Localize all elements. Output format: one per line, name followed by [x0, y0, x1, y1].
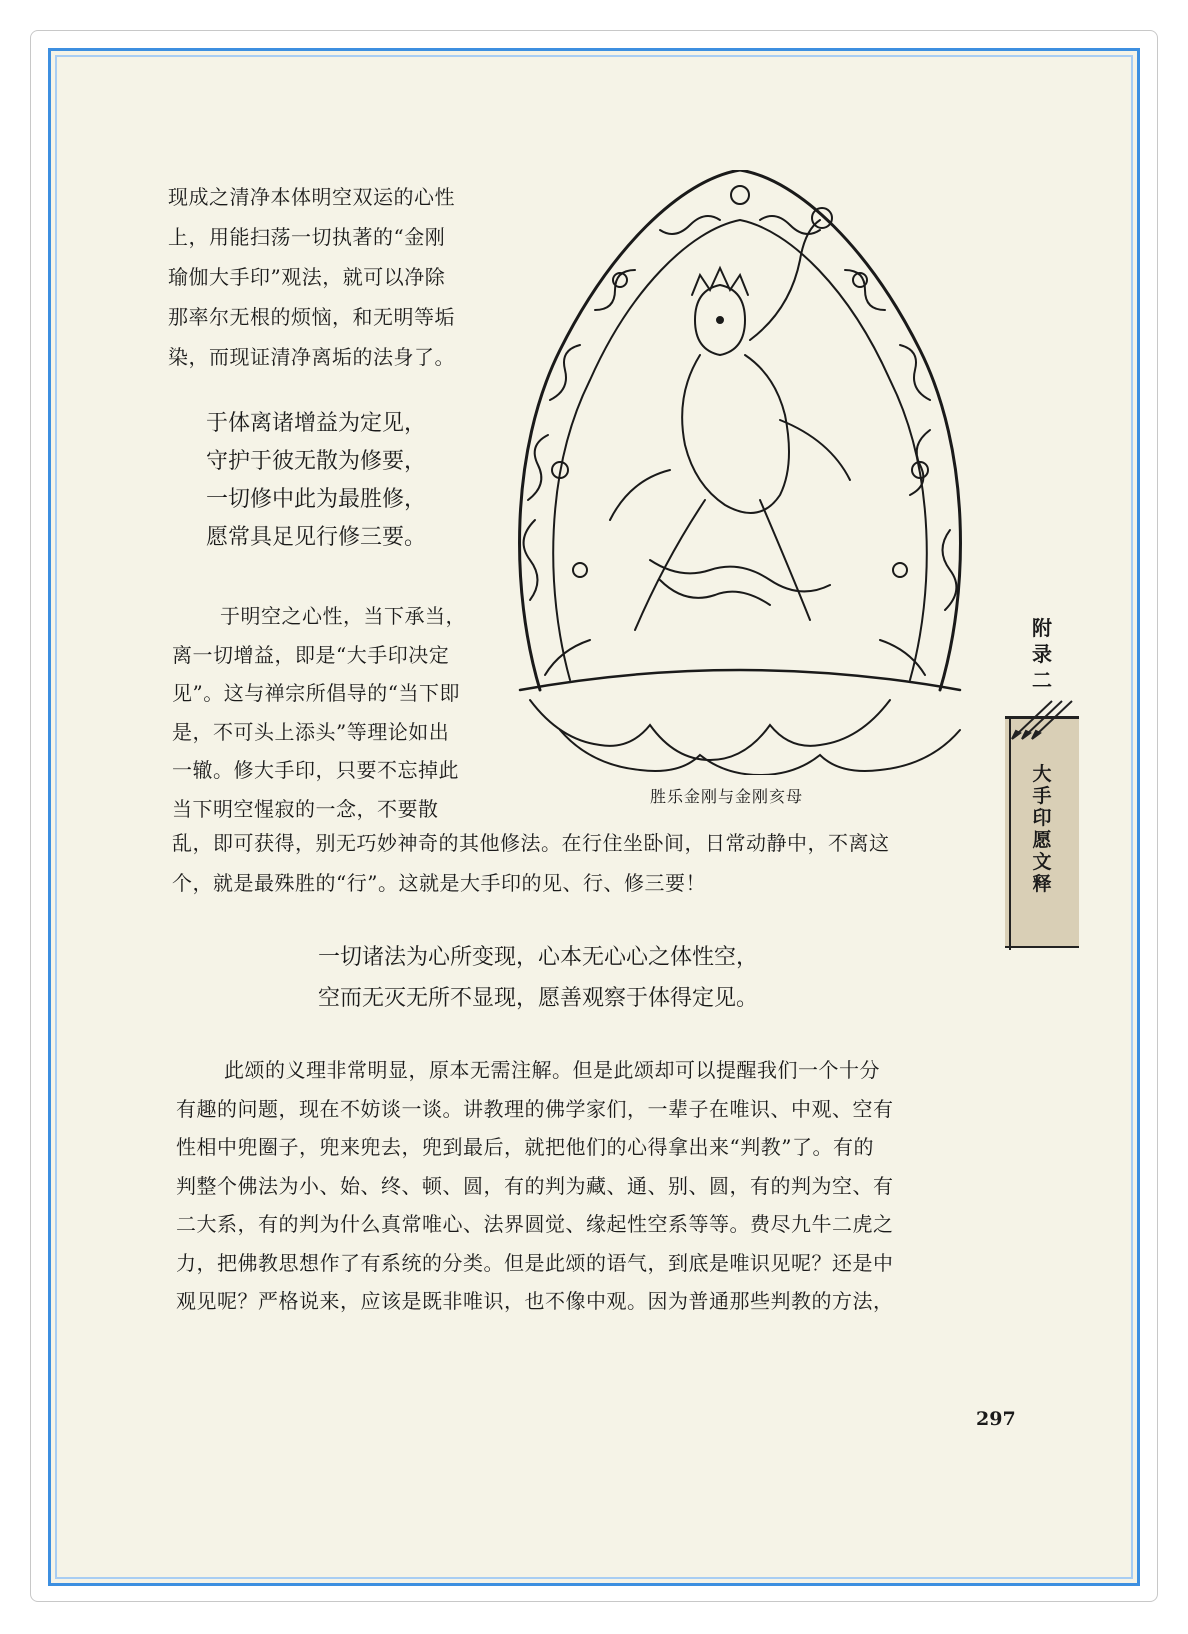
text-line: 现成之清净本体明空双运的心性: [168, 185, 455, 209]
section-label-char: 释: [1032, 873, 1052, 895]
section-tab: [1005, 716, 1079, 948]
section-label-char: 文: [1032, 851, 1052, 873]
verse-1: [206, 405, 426, 557]
text-line: 染，而现证清净离垢的法身了。: [168, 345, 455, 369]
verse-line: 愿常具足见行修三要。: [206, 525, 427, 550]
section-label-char: 印: [1032, 807, 1052, 829]
text-line: 上，用能扫荡一切执著的“金刚: [168, 225, 446, 249]
text-line: 是，不可头上添头”等理论如出: [172, 719, 450, 744]
verse-line: 于体离诸增益为定见，: [206, 411, 427, 436]
text-line: 观见呢？严格说来，应该是既非唯识，也不像中观。因为普通那些判教的方法，: [176, 1289, 894, 1313]
text-line: 见”。这与禅宗所倡导的“当下即: [172, 681, 460, 705]
text-line: 乱，即可获得，别无巧妙神奇的其他修法。在行住坐卧间，日常动静中，不离这: [172, 831, 890, 855]
tab-divider: [1009, 716, 1011, 950]
text-line: 那率尔无根的烦恼，和无明等垢: [168, 305, 455, 329]
verse-line: 一切修中此为最胜修，: [206, 487, 427, 512]
verse-line: 一切诸法为心所变现，心本无心心之体性空，: [318, 945, 759, 970]
paragraph-3: [176, 1051, 894, 1321]
appendix-label: [1022, 615, 1062, 693]
text-line: 瑜伽大手印”观法，就可以净除: [168, 265, 446, 289]
appendix-label-char: 二: [1032, 668, 1052, 692]
text-line: 离一切增益，即是“大手印决定: [172, 642, 450, 667]
verse-line: 守护于彼无散为修要，: [206, 449, 427, 474]
appendix-label-char: 录: [1032, 642, 1052, 666]
section-label-char: 大: [1032, 763, 1052, 785]
text-line: 力，把佛教思想作了有系统的分类。但是此颂的语气，到底是唯识见呢？还是中: [176, 1250, 894, 1275]
verse-line: 空而无灭无所不显现，愿善观察于体得定见。: [318, 986, 759, 1011]
text-line: 性相中兜圈子，兜来兜去，兜到最后，就把他们的心得拿出来“判教”了。有的: [176, 1135, 874, 1159]
section-label: [1029, 763, 1055, 895]
tab-arrows-icon: [1010, 697, 1080, 743]
appendix-label-char: 附: [1032, 616, 1052, 640]
text-line: 此颂的义理非常明显，原本无需注解。但是此颂却可以提醒我们一个十分: [224, 1058, 880, 1082]
paragraph-2-continued: [172, 823, 890, 903]
paragraph-2: [172, 597, 466, 828]
text-line: 有趣的问题，现在不妨谈一谈。讲教理的佛学家们，一辈子在唯识、中观、空有: [176, 1096, 894, 1121]
text-line: 判整个佛法为小、始、终、顿、圆，有的判为藏、通、别、圆，有的判为空、有: [176, 1173, 894, 1198]
paragraph-1: [168, 177, 455, 377]
verse-2: [318, 937, 758, 1019]
text-line: 一辙。修大手印，只要不忘掉此: [172, 758, 459, 782]
figure-caption: 胜乐金刚与金刚亥母: [650, 787, 804, 806]
page-number: 297: [976, 1408, 1016, 1430]
text-line: 二大系，有的判为什么真常唯心、法界圆觉、缘起性空系等等。费尽九牛二虎之: [176, 1212, 894, 1236]
text-line: 于明空之心性，当下承当，: [220, 604, 466, 628]
text-line: 当下明空惺寂的一念，不要散: [172, 796, 439, 821]
section-label-char: 手: [1032, 785, 1052, 807]
text-line: 个，就是最殊胜的“行”。这就是大手印的见、行、修三要！: [172, 871, 706, 895]
deity-illustration: [500, 170, 980, 775]
section-label-char: 愿: [1032, 829, 1052, 851]
